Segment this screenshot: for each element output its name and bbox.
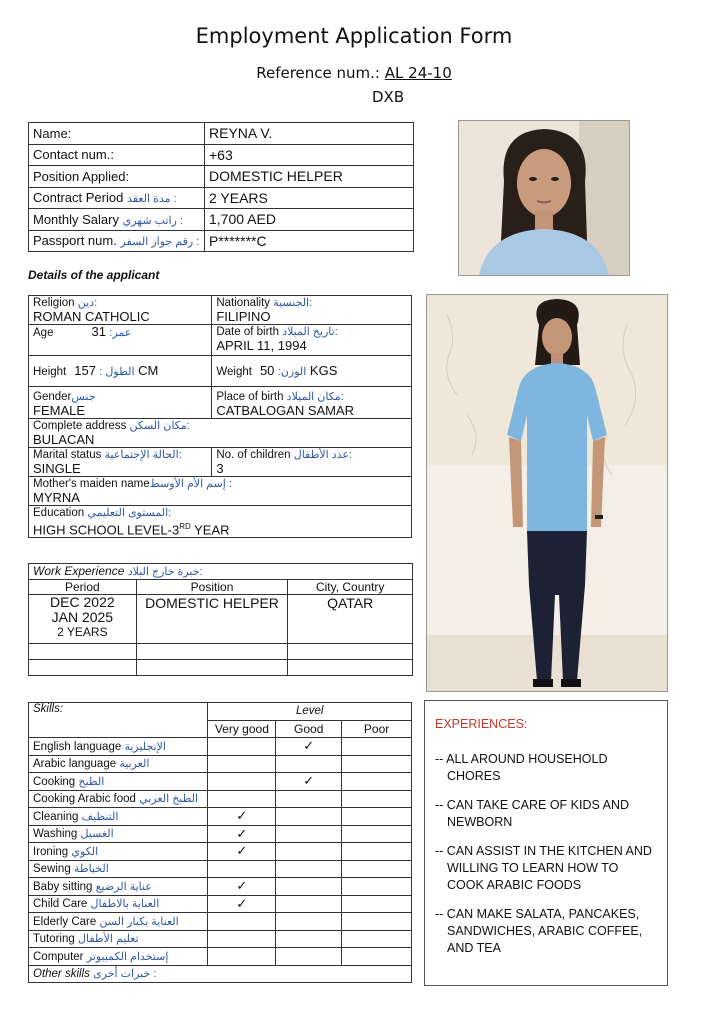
skill-row xyxy=(29,825,412,843)
gender-value: FEMALE xyxy=(33,403,86,418)
col-poor: Poor xyxy=(342,720,412,738)
check-poor xyxy=(342,930,412,948)
work-heading-ar: خبرة خارج البلاد: xyxy=(127,566,203,578)
skill-name: Computer xyxy=(33,950,84,963)
address-label: Complete address xyxy=(33,420,127,432)
info-row xyxy=(29,187,414,209)
skill-name: English language xyxy=(33,740,122,753)
skill-name-ar: العناية بالاطفال xyxy=(90,898,160,911)
work-period-start: DEC 2022 xyxy=(50,594,115,610)
address-value: BULACAN xyxy=(33,432,95,447)
skill-label xyxy=(29,843,208,861)
address-ar: مكان السكن: xyxy=(129,420,190,432)
education-value xyxy=(33,520,407,537)
check-very-good xyxy=(208,913,276,931)
skill-name-ar: الإنجليزية xyxy=(124,740,166,753)
basic-info-table xyxy=(28,122,414,252)
check-poor xyxy=(342,825,412,843)
check-poor xyxy=(342,808,412,826)
skills-table xyxy=(28,702,412,983)
skill-row xyxy=(29,773,412,791)
skill-name-ar: تعليم الأطفال xyxy=(77,933,139,946)
reference-number: AL 24-10 xyxy=(384,64,452,82)
check-good xyxy=(276,808,342,826)
info-label-cell xyxy=(29,166,205,188)
reference-line xyxy=(0,64,708,82)
info-label-cell xyxy=(29,209,205,231)
empty-cell xyxy=(29,660,137,676)
info-label: Position Applied: xyxy=(33,168,130,184)
other-skills-label: Other skills xyxy=(33,968,90,981)
info-label: Passport num. xyxy=(33,233,117,249)
skill-row xyxy=(29,755,412,773)
dob-label: Date of birth xyxy=(216,326,279,338)
col-city: City, Country xyxy=(288,580,413,595)
skill-label xyxy=(29,930,208,948)
marital-label: Marital status xyxy=(33,449,102,461)
info-label-cell xyxy=(29,187,205,209)
skill-name-ar: إستخدام الكمبيوتر xyxy=(86,950,169,963)
check-very-good xyxy=(208,948,276,966)
info-label: Contract Period xyxy=(33,190,124,206)
skill-name: Cleaning xyxy=(33,810,79,823)
experiences-heading: EXPERIENCES: xyxy=(435,717,528,731)
children-value: 3 xyxy=(216,461,224,476)
info-value: DOMESTIC HELPER xyxy=(205,166,414,188)
check-good xyxy=(276,755,342,773)
height-value: 157 CM xyxy=(74,362,159,378)
dob-ar: تاريخ الميلاد: xyxy=(282,326,338,338)
skill-row xyxy=(29,930,412,948)
skills-heading: Skills: xyxy=(29,703,208,738)
skill-label xyxy=(29,773,208,791)
education-main: HIGH SCHOOL LEVEL-3 xyxy=(33,522,180,538)
check-good xyxy=(276,948,342,966)
age-label: Age xyxy=(33,327,54,339)
col-position: Position xyxy=(136,580,288,595)
skill-label xyxy=(29,790,208,808)
nationality-ar: الجنسية: xyxy=(273,297,313,309)
work-period-end: JAN 2025 xyxy=(51,609,114,625)
religion-ar: دين: xyxy=(77,297,98,309)
experience-item: -- CAN TAKE CARE OF KIDS AND NEWBORN xyxy=(435,798,630,829)
marital-value: SINGLE xyxy=(33,461,81,476)
skill-label xyxy=(29,738,208,756)
skill-name-ar: العربية xyxy=(119,758,150,771)
other-skills-row xyxy=(29,965,412,983)
dob-value: APRIL 11, 1994 xyxy=(216,338,307,353)
check-poor xyxy=(342,860,412,878)
age-value: 31 xyxy=(91,324,106,339)
height-ar: الطول : xyxy=(99,365,135,378)
check-good xyxy=(276,913,342,931)
info-value: REYNA V. xyxy=(205,123,414,145)
age-ar: عمر: xyxy=(109,327,132,339)
skill-label xyxy=(29,895,208,913)
skill-name: Baby sitting xyxy=(33,880,93,893)
work-duration: 2 YEARS xyxy=(57,625,108,639)
info-label-ar: مدة العقد : xyxy=(126,193,177,206)
check-good xyxy=(276,790,342,808)
experience-item: -- ALL AROUND HOUSEHOLD CHORES xyxy=(435,752,608,783)
check-good xyxy=(276,843,342,861)
col-good: Good xyxy=(276,720,342,738)
info-row xyxy=(29,209,414,231)
marital-ar: الحالة الإجتماعية: xyxy=(104,449,182,461)
pob-value: CATBALOGAN SAMAR xyxy=(216,403,355,418)
skill-row xyxy=(29,913,412,931)
mother-label: Mother's maiden name xyxy=(33,478,150,490)
weight-ar: الوزن: xyxy=(277,365,307,378)
skill-label xyxy=(29,860,208,878)
skill-name: Cooking xyxy=(33,775,76,788)
mother-value: MYRNA xyxy=(33,490,80,505)
info-row xyxy=(29,230,414,252)
work-position: DOMESTIC HELPER xyxy=(136,595,288,644)
skill-name-ar: الغسيل xyxy=(80,828,114,841)
page-title: Employment Application Form xyxy=(195,24,513,48)
check-poor xyxy=(342,773,412,791)
info-label-ar: رقم جواز السفر : xyxy=(120,236,200,249)
info-label-cell xyxy=(29,144,205,166)
weight-label: Weight xyxy=(216,365,252,378)
skill-label xyxy=(29,948,208,966)
check-good xyxy=(276,825,342,843)
info-label-cell xyxy=(29,123,205,145)
empty-cell xyxy=(288,644,413,660)
skill-row xyxy=(29,738,412,756)
empty-cell xyxy=(29,644,137,660)
skill-name: Ironing xyxy=(33,845,69,858)
skill-label xyxy=(29,808,208,826)
education-sup: RD xyxy=(179,522,191,531)
skill-name: Tutoring xyxy=(33,933,75,946)
religion-value: ROMAN CATHOLIC xyxy=(33,309,150,324)
headshot-photo xyxy=(458,120,630,276)
skill-name-ar: الطبخ العربي xyxy=(139,793,199,806)
nationality-label: Nationality xyxy=(216,297,271,309)
experience-item: -- CAN MAKE SALATA, PANCAKES, SANDWICHES, ARABIC COFFEE, AND TEA xyxy=(435,907,643,955)
info-value: +63 xyxy=(205,144,414,166)
pob-label: Place of birth xyxy=(216,391,284,403)
check-poor xyxy=(342,913,412,931)
check-very-good: ✓ xyxy=(208,895,276,913)
check-very-good: ✓ xyxy=(208,878,276,896)
skill-name-ar: التنظيف xyxy=(81,810,119,823)
info-row xyxy=(29,123,414,145)
skill-name: Sewing xyxy=(33,863,71,876)
check-good xyxy=(276,878,342,896)
check-poor xyxy=(342,948,412,966)
skill-name-ar: العناية بكبار السن xyxy=(99,915,179,928)
experience-item: -- CAN ASSIST IN THE KITCHEN AND WILLING TO LEARN HOW TO COOK ARABIC FOODS xyxy=(435,844,652,892)
skill-label xyxy=(29,825,208,843)
skill-name-ar: الطبخ xyxy=(78,775,105,788)
other-skills xyxy=(29,965,412,983)
info-label-ar: راتب شهري : xyxy=(122,214,183,227)
full-body-illustration xyxy=(427,295,667,691)
gender-label: Gender xyxy=(33,391,72,403)
empty-cell xyxy=(288,660,413,676)
skill-name-ar: الخياطة xyxy=(73,863,109,876)
check-good: ✓ xyxy=(276,773,342,791)
experiences-box xyxy=(424,700,668,986)
skill-name-ar: الكوي xyxy=(71,845,99,858)
info-label-cell xyxy=(29,230,205,252)
skill-name: Cooking Arabic food xyxy=(33,793,136,806)
work-heading: Work Experience xyxy=(33,564,125,578)
skill-row xyxy=(29,790,412,808)
skill-label xyxy=(29,913,208,931)
check-very-good xyxy=(208,773,276,791)
skill-name: Child Care xyxy=(33,898,88,911)
details-heading: Details of the applicant xyxy=(28,268,160,282)
education-label: Education xyxy=(33,507,85,519)
skill-label xyxy=(29,755,208,773)
check-very-good xyxy=(208,860,276,878)
children-label: No. of children xyxy=(216,449,291,461)
empty-cell xyxy=(136,644,288,660)
check-poor xyxy=(342,755,412,773)
col-very-good: Very good xyxy=(208,720,276,738)
check-poor xyxy=(342,738,412,756)
skill-name: Elderly Care xyxy=(33,915,97,928)
weight-value: 50 KGS xyxy=(259,362,338,378)
info-row xyxy=(29,166,414,188)
headshot-illustration xyxy=(459,121,629,275)
empty-cell xyxy=(136,660,288,676)
check-good xyxy=(276,930,342,948)
reference-label: Reference num.: xyxy=(256,64,380,82)
work-period-cell xyxy=(29,595,137,644)
check-very-good: ✓ xyxy=(208,808,276,826)
check-good xyxy=(276,895,342,913)
info-label: Name: xyxy=(33,125,72,141)
info-value: 2 YEARS xyxy=(205,187,414,209)
skill-row xyxy=(29,948,412,966)
religion-label: Religion xyxy=(33,297,75,309)
skill-name: Arabic language xyxy=(33,758,117,771)
location-code: DXB xyxy=(372,88,405,106)
check-poor xyxy=(342,843,412,861)
full-body-photo xyxy=(426,294,668,692)
gender-ar: جنس xyxy=(71,391,96,403)
check-good: ✓ xyxy=(276,738,342,756)
skill-row xyxy=(29,843,412,861)
info-value: 1,700 AED xyxy=(205,209,414,231)
check-very-good xyxy=(208,790,276,808)
pob-ar: مكان الميلاد: xyxy=(286,391,344,403)
skill-row xyxy=(29,808,412,826)
skill-row xyxy=(29,895,412,913)
check-very-good xyxy=(208,738,276,756)
work-heading-cell xyxy=(29,564,413,580)
education-tail: YEAR xyxy=(190,522,230,538)
check-very-good: ✓ xyxy=(208,825,276,843)
level-heading: Level xyxy=(208,703,412,721)
check-poor xyxy=(342,895,412,913)
education-ar: المستوى التعليمي: xyxy=(87,507,172,519)
skill-name: Washing xyxy=(33,828,78,841)
skill-label xyxy=(29,878,208,896)
info-value: P*******C xyxy=(205,230,414,252)
other-skills-ar: خبرات أخرى : xyxy=(93,968,157,981)
check-poor xyxy=(342,790,412,808)
check-poor xyxy=(342,878,412,896)
children-ar: عدد الأطفال: xyxy=(293,449,353,461)
skill-row xyxy=(29,878,412,896)
col-period: Period xyxy=(29,580,137,595)
check-good xyxy=(276,860,342,878)
nationality-value: FILIPINO xyxy=(216,309,271,324)
height-label: Height xyxy=(33,365,67,378)
skill-name-ar: عناية الرضيع xyxy=(95,880,152,893)
check-very-good xyxy=(208,930,276,948)
info-label: Contact num.: xyxy=(33,147,114,163)
check-very-good xyxy=(208,755,276,773)
mother-ar: إسم الأم الأوسط : xyxy=(149,478,232,490)
info-label: Monthly Salary xyxy=(33,211,119,227)
check-very-good: ✓ xyxy=(208,843,276,861)
info-row xyxy=(29,144,414,166)
details-table xyxy=(28,295,412,538)
skill-row xyxy=(29,860,412,878)
work-city: QATAR xyxy=(288,595,413,644)
work-experience-table xyxy=(28,563,413,676)
